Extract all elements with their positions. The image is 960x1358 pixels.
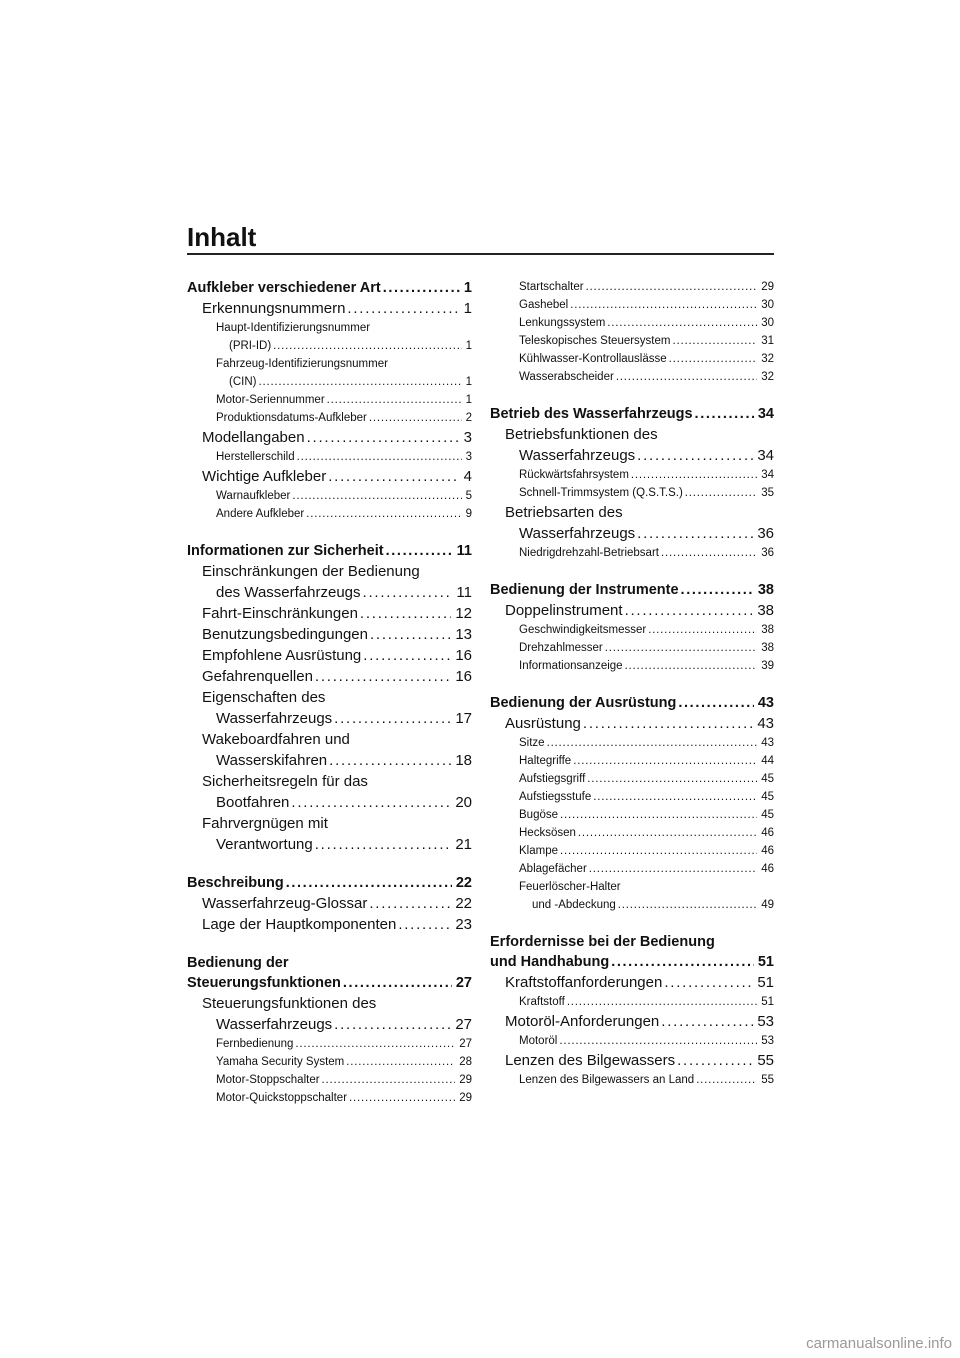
section-heading-line: Erfordernisse bei der Bedienung [490, 934, 715, 950]
entry-page-number: 2 [465, 412, 472, 424]
toc-subentry[interactable] [187, 505, 472, 523]
toc-subentry[interactable] [490, 350, 774, 368]
entry-page-number: 32 [761, 371, 774, 383]
entry-title: Wasserabscheider [519, 371, 614, 383]
entry-title: Sitze [519, 737, 545, 749]
entry-page-number: 29 [761, 281, 774, 293]
entry-page-number: 34 [761, 469, 774, 481]
dot-leader [637, 523, 753, 544]
entry-title: Geschwindigkeitsmesser [519, 624, 647, 636]
entry-title: Niedrigdrehzahl-Betriebsart [519, 547, 659, 559]
entry-page-number: 28 [459, 1056, 472, 1068]
entry-title: Motoröl [519, 1035, 558, 1047]
toc-section [187, 873, 472, 935]
entry-title: Klampe [519, 845, 558, 857]
entry-page-number: 46 [761, 863, 774, 875]
dot-leader [328, 466, 459, 487]
entry-title: Rückwärtsfahrsystem [519, 469, 629, 481]
dot-leader [587, 770, 757, 788]
entry-title: Wasserskifahren [216, 752, 328, 769]
entry-page-number: 22 [455, 875, 472, 891]
entry-page-number: 38 [757, 582, 774, 598]
toc-entry[interactable] [490, 523, 774, 544]
entry-page-number: 43 [761, 737, 774, 749]
toc-entry[interactable] [187, 582, 472, 603]
entry-title: Lenzen des Bilgewassers [505, 1052, 676, 1069]
toc-entry[interactable] [187, 893, 472, 914]
entry-page-number: 45 [761, 809, 774, 821]
toc-subentry[interactable] [490, 896, 774, 914]
entry-page-number: 30 [761, 299, 774, 311]
dot-leader [573, 752, 757, 770]
entry-page-number: 27 [459, 1038, 472, 1050]
dot-leader [611, 952, 754, 972]
entry-page-number: 3 [465, 451, 472, 463]
dot-leader [363, 582, 453, 603]
toc-subentry[interactable] [490, 842, 774, 860]
toc-subentry[interactable] [490, 621, 774, 639]
dot-leader [616, 368, 757, 386]
toc-section [490, 932, 774, 1089]
dot-leader [681, 580, 754, 600]
entry-title: Herstellerschild [216, 451, 295, 463]
dot-leader [583, 713, 753, 734]
toc-subentry[interactable] [490, 770, 774, 788]
dot-leader [258, 373, 461, 391]
dot-leader [661, 1011, 753, 1032]
toc-subentry[interactable] [490, 657, 774, 675]
entry-page-number: 34 [757, 406, 774, 422]
dot-leader [625, 657, 758, 675]
dot-leader [589, 860, 757, 878]
toc-subentry[interactable] [490, 332, 774, 350]
entry-page-number: 29 [459, 1074, 472, 1086]
toc-right-column [490, 278, 774, 1107]
toc-entry[interactable] [187, 298, 472, 319]
toc-subentry[interactable] [490, 368, 774, 386]
entry-title: Informationsanzeige [519, 660, 623, 672]
entry-title: Gefahrenquellen [202, 668, 313, 685]
toc-left-column [187, 278, 472, 1125]
entry-page-number: 30 [761, 317, 774, 329]
dot-leader [386, 541, 453, 561]
entry-title: Lage der Hauptkomponenten [202, 916, 397, 933]
entry-title: Ausrüstung [505, 715, 581, 732]
entry-title: Wichtige Aufkleber [202, 468, 327, 485]
entry-title: Wasserfahrzeugs [216, 710, 333, 727]
entry-page-number: 1 [463, 280, 472, 296]
dot-leader [297, 448, 462, 466]
dot-leader [291, 792, 451, 813]
toc-subentry[interactable] [187, 391, 472, 409]
entry-title: Aufstiegsgriff [519, 773, 586, 785]
toc-entry-line: Betriebsfunktionen des [505, 426, 658, 443]
entry-title: Empfohlene Ausrüstung [202, 647, 362, 664]
entry-page-number: 35 [761, 487, 774, 499]
toc-subentry-line: Feuerlöscher-Halter [519, 881, 621, 893]
toc-section [490, 580, 774, 675]
toc-entry[interactable] [187, 792, 472, 813]
entry-page-number: 32 [761, 353, 774, 365]
entry-page-number: 20 [455, 794, 472, 811]
dot-leader [669, 350, 758, 368]
entry-title: Kühlwasser-Kontrollauslässe [519, 353, 667, 365]
toc-entry[interactable] [490, 445, 774, 466]
dot-leader [631, 466, 757, 484]
dot-leader [306, 505, 461, 523]
toc-entry[interactable] [187, 1014, 472, 1035]
entry-title: Bootfahren [216, 794, 290, 811]
dot-leader [607, 314, 757, 332]
section-heading[interactable] [187, 873, 472, 893]
entry-page-number: 1 [465, 376, 472, 388]
entry-page-number: 1 [465, 340, 472, 352]
entry-page-number: 51 [757, 974, 774, 991]
dot-leader [383, 278, 460, 298]
entry-title: Warnaufkleber [216, 490, 291, 502]
toc-entry[interactable] [187, 466, 472, 487]
entry-title: Schnell-Trimmsystem (Q.S.T.S.) [519, 487, 683, 499]
entry-title: Lenzen des Bilgewassers an Land [519, 1074, 695, 1086]
entry-page-number: 3 [463, 429, 472, 446]
entry-page-number: 22 [455, 895, 472, 912]
toc-subentry[interactable] [490, 806, 774, 824]
entry-title: Doppelinstrument [505, 602, 623, 619]
toc-section [187, 953, 472, 1107]
entry-page-number: 36 [757, 525, 774, 542]
toc-subentry[interactable] [187, 409, 472, 427]
entry-page-number: 1 [465, 394, 472, 406]
dot-leader [334, 1014, 451, 1035]
dot-leader [295, 1035, 455, 1053]
dot-leader [307, 427, 460, 448]
entry-title: Gashebel [519, 299, 569, 311]
toc-entry-line: Steuerungsfunktionen des [202, 995, 377, 1012]
entry-page-number: 49 [761, 899, 774, 911]
dot-leader [343, 973, 452, 993]
dot-leader [637, 445, 753, 466]
toc-entry-line: Fahrvergnügen mit [202, 815, 328, 832]
toc-subentry[interactable] [187, 373, 472, 391]
dot-leader [661, 544, 757, 562]
dot-leader [398, 914, 451, 935]
toc-subentry[interactable] [490, 484, 774, 502]
toc-entry-line: Betriebsarten des [505, 504, 623, 521]
entry-title: Aufstiegsstufe [519, 791, 592, 803]
toc-subentry[interactable] [490, 860, 774, 878]
entry-title: Yamaha Security System [216, 1056, 345, 1068]
toc-entry[interactable] [187, 914, 472, 935]
entry-page-number: 55 [757, 1052, 774, 1069]
section-heading[interactable] [187, 973, 472, 993]
dot-leader [315, 834, 452, 855]
entry-title: Ablagefächer [519, 863, 587, 875]
entry-page-number: 53 [761, 1035, 774, 1047]
toc-subentry[interactable] [187, 337, 472, 355]
dot-leader [349, 1089, 455, 1107]
toc-entry[interactable] [187, 645, 472, 666]
dot-leader [327, 391, 462, 409]
toc-entry[interactable] [187, 427, 472, 448]
entry-page-number: 17 [455, 710, 472, 727]
toc-entry[interactable] [490, 600, 774, 621]
entry-title: Wasserfahrzeug-Glossar [202, 895, 368, 912]
entry-title: Kraftstoff [519, 996, 565, 1008]
dot-leader [696, 1071, 757, 1089]
toc-subentry[interactable] [490, 466, 774, 484]
entry-page-number: 31 [761, 335, 774, 347]
entry-page-number: 27 [455, 1016, 472, 1033]
toc-entry[interactable] [187, 666, 472, 687]
dot-leader [347, 298, 459, 319]
toc-subentry[interactable] [490, 278, 774, 296]
section-heading[interactable] [490, 580, 774, 600]
dot-leader [695, 404, 754, 424]
entry-title: Fahrt-Einschränkungen [202, 605, 358, 622]
dot-leader [369, 893, 451, 914]
toc-section [490, 278, 774, 386]
toc-subentry[interactable] [490, 824, 774, 842]
watermark: carmanualsonline.info [806, 1335, 952, 1352]
entry-title: Kraftstoffanforderungen [505, 974, 663, 991]
entry-title: Wasserfahrzeugs [519, 525, 636, 542]
toc-subentry[interactable] [490, 752, 774, 770]
toc-subentry[interactable] [490, 639, 774, 657]
toc-entry-line: Sicherheitsregeln für das [202, 773, 368, 790]
entry-title: Produktionsdatums-Aufkleber [216, 412, 367, 424]
dot-leader [292, 487, 461, 505]
section-heading-line: Bedienung der [187, 955, 289, 971]
entry-title: Betrieb des Wasserfahrzeugs [490, 406, 693, 422]
dot-leader [664, 972, 753, 993]
dot-leader [560, 806, 757, 824]
entry-title: Steuerungsfunktionen [187, 975, 341, 991]
entry-title: Motor-Seriennummer [216, 394, 325, 406]
entry-page-number: 18 [455, 752, 472, 769]
entry-page-number: 34 [757, 447, 774, 464]
entry-title: Motoröl-Anforderungen [505, 1013, 660, 1030]
entry-title: Haltegriffe [519, 755, 572, 767]
dot-leader [648, 621, 757, 639]
entry-page-number: 36 [761, 547, 774, 559]
dot-leader [570, 296, 757, 314]
entry-page-number: 38 [761, 624, 774, 636]
dot-leader [618, 896, 757, 914]
entry-page-number: 29 [459, 1092, 472, 1104]
toc-entry[interactable] [187, 708, 472, 729]
entry-title: Bedienung der Instrumente [490, 582, 679, 598]
entry-page-number: 27 [455, 975, 472, 991]
toc-entry-line: Einschränkungen der Bedienung [202, 563, 420, 580]
entry-title: Hecksösen [519, 827, 576, 839]
entry-page-number: 55 [761, 1074, 774, 1086]
toc-entry[interactable] [187, 834, 472, 855]
entry-title: Andere Aufkleber [216, 508, 305, 520]
entry-page-number: 11 [456, 584, 472, 601]
dot-leader [315, 666, 451, 687]
dot-leader [273, 337, 461, 355]
toc-subentry[interactable] [490, 1032, 774, 1050]
section-heading[interactable] [490, 693, 774, 713]
entry-page-number: 51 [757, 954, 774, 970]
entry-page-number: 38 [757, 602, 774, 619]
toc-subentry[interactable] [490, 544, 774, 562]
toc-entry[interactable] [490, 1011, 774, 1032]
toc-entry[interactable] [490, 1050, 774, 1071]
entry-page-number: 53 [757, 1013, 774, 1030]
entry-page-number: 23 [455, 916, 472, 933]
entry-page-number: 51 [761, 996, 774, 1008]
toc-entry[interactable] [187, 603, 472, 624]
entry-page-number: 43 [757, 695, 774, 711]
entry-page-number: 46 [761, 845, 774, 857]
entry-title: Drehzahlmesser [519, 642, 603, 654]
toc-subentry[interactable] [187, 487, 472, 505]
entry-title: des Wasserfahrzeugs [216, 584, 361, 601]
dot-leader [329, 750, 451, 771]
dot-leader [322, 1071, 456, 1089]
toc-entry[interactable] [490, 972, 774, 993]
entry-title: Fernbedienung [216, 1038, 294, 1050]
toc-section [490, 693, 774, 914]
toc-subentry[interactable] [187, 1053, 472, 1071]
toc-subentry[interactable] [490, 734, 774, 752]
entry-page-number: 1 [463, 300, 472, 317]
entry-page-number: 39 [761, 660, 774, 672]
toc-subentry-line: Haupt-Identifizierungsnummer [216, 322, 371, 334]
entry-title: Beschreibung [187, 875, 284, 891]
entry-page-number: 4 [463, 468, 472, 485]
section-heading[interactable] [490, 404, 774, 424]
dot-leader [677, 1050, 753, 1071]
entry-page-number: 13 [455, 626, 472, 643]
dot-leader [678, 693, 754, 713]
entry-title: Wasserfahrzeugs [216, 1016, 333, 1033]
toc-subentry[interactable] [490, 993, 774, 1011]
dot-leader [360, 603, 451, 624]
entry-page-number: 16 [455, 647, 472, 664]
section-heading[interactable] [490, 952, 774, 972]
entry-title: und Handhabung [490, 954, 610, 970]
toc-section [187, 541, 472, 855]
entry-page-number: 44 [761, 755, 774, 767]
dot-leader [370, 624, 451, 645]
dot-leader [547, 734, 758, 752]
entry-title: Modellangaben [202, 429, 305, 446]
dot-leader [559, 1032, 757, 1050]
entry-page-number: 11 [456, 543, 472, 559]
entry-title: (PRI-ID) [229, 340, 272, 352]
toc-entry[interactable] [187, 750, 472, 771]
dot-leader [567, 993, 757, 1011]
toc-subentry[interactable] [490, 314, 774, 332]
entry-title: (CIN) [229, 376, 257, 388]
toc-entry[interactable] [187, 624, 472, 645]
title-divider [187, 253, 774, 255]
entry-title: Benutzungsbedingungen [202, 626, 368, 643]
entry-page-number: 46 [761, 827, 774, 839]
toc-subentry[interactable] [490, 296, 774, 314]
dot-leader [363, 645, 451, 666]
entry-title: Verantwortung [216, 836, 313, 853]
dot-leader [286, 873, 452, 893]
toc-entry[interactable] [490, 713, 774, 734]
entry-title: Bedienung der Ausrüstung [490, 695, 677, 711]
toc-section [187, 278, 472, 523]
toc-subentry[interactable] [490, 788, 774, 806]
page-title: Inhalt [187, 222, 257, 252]
entry-page-number: 12 [455, 605, 472, 622]
entry-page-number: 21 [455, 836, 472, 853]
entry-title: Teleskopisches Steuersystem [519, 335, 671, 347]
dot-leader [578, 824, 757, 842]
entry-title: und -Abdeckung [532, 899, 616, 911]
entry-page-number: 16 [455, 668, 472, 685]
dot-leader [369, 409, 462, 427]
dot-leader [346, 1053, 455, 1071]
toc-subentry[interactable] [187, 448, 472, 466]
section-heading[interactable] [187, 541, 472, 561]
entry-title: Motor-Quickstoppschalter [216, 1092, 348, 1104]
entry-page-number: 5 [465, 490, 472, 502]
entry-title: Motor-Stoppschalter [216, 1074, 320, 1086]
toc-subentry[interactable] [187, 1035, 472, 1053]
dot-leader [593, 788, 757, 806]
dot-leader [334, 708, 451, 729]
entry-title: Informationen zur Sicherheit [187, 543, 384, 559]
toc-entry-line: Eigenschaften des [202, 689, 326, 706]
dot-leader [560, 842, 757, 860]
entry-title: Wasserfahrzeugs [519, 447, 636, 464]
toc-section [490, 404, 774, 562]
dot-leader [672, 332, 757, 350]
section-heading[interactable] [187, 278, 472, 298]
entry-title: Lenkungssystem [519, 317, 606, 329]
entry-page-number: 45 [761, 791, 774, 803]
toc-entry-line: Wakeboardfahren und [202, 731, 350, 748]
toc-subentry[interactable] [187, 1071, 472, 1089]
entry-title: Erkennungsnummern [202, 300, 346, 317]
toc-subentry[interactable] [187, 1089, 472, 1107]
toc-subentry-line: Fahrzeug-Identifizierungsnummer [216, 358, 388, 370]
entry-title: Bugöse [519, 809, 559, 821]
entry-page-number: 45 [761, 773, 774, 785]
entry-page-number: 38 [761, 642, 774, 654]
entry-title: Startschalter [519, 281, 584, 293]
entry-page-number: 43 [757, 715, 774, 732]
dot-leader [586, 278, 758, 296]
entry-title: Aufkleber verschiedener Art [187, 280, 381, 296]
entry-page-number: 9 [465, 508, 472, 520]
dot-leader [605, 639, 757, 657]
toc-subentry[interactable] [490, 1071, 774, 1089]
dot-leader [625, 600, 754, 621]
dot-leader [685, 484, 757, 502]
